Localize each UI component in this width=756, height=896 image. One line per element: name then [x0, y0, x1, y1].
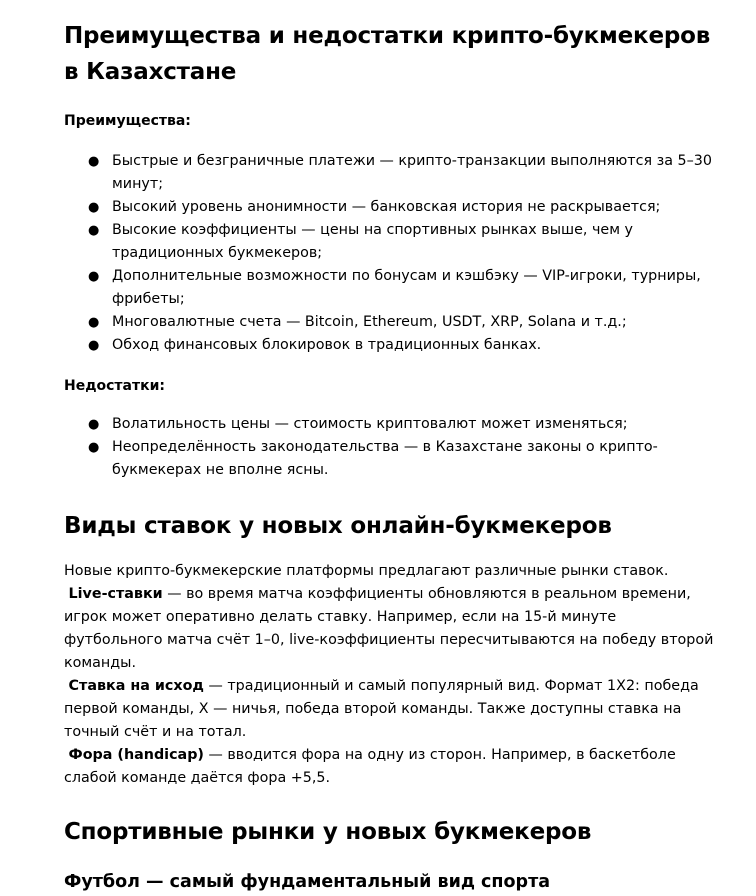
- bullet-icon: ●: [88, 200, 100, 215]
- list-item: ● Быстрые и безграничные платежи — крипто-транзакции выполняются за 5–30 минут;: [64, 150, 716, 196]
- list-item: ● Неопределённость законодательства — в Казахстане законы о крипто-букмекерах не вполне ясны.: [64, 436, 716, 482]
- bet-types-intro: Новые крипто-букмекерские платформы предлагают различные рынки ставок.: [64, 563, 669, 579]
- advantages-list: [64, 150, 716, 357]
- live-bets-term: Live-ставки: [68, 586, 163, 602]
- live-bets-text: — во время матча коэффициенты обновляются в реальном времени, игрок может оперативно делать ставку. Например, если на 15-й минуте футбольного матча счёт 1–0, live-коэффициенты пересчитываются на победу второй команды.: [64, 586, 714, 671]
- list-item: ● Многовалютные счета — Bitcoin, Ethereum, USDT, XRP, Solana и т.д.;: [64, 311, 716, 334]
- section-title-sports-markets: Спортивные рынки у новых букмекеров: [64, 819, 592, 845]
- outcome-bet-term: Ставка на исход: [68, 678, 204, 694]
- handicap-term: Фора (handicap): [68, 747, 204, 763]
- football-subtitle: Футбол — самый фундаментальный вид спорта: [64, 872, 551, 892]
- advantages-heading: Преимущества:: [64, 113, 191, 129]
- bullet-icon: ●: [88, 338, 100, 353]
- disadvantages-heading: Недостатки:: [64, 378, 166, 394]
- bullet-icon: ●: [88, 269, 100, 284]
- bullet-icon: ●: [88, 440, 100, 455]
- section-title-pros-cons: Преимущества и недостатки крипто-букмекеров в Казахстане: [64, 23, 711, 85]
- bet-types-paragraph: [64, 560, 716, 790]
- list-item: ● Дополнительные возможности по бонусам и кэшбэку — VIP-игроки, турниры, фрибеты;: [64, 265, 716, 311]
- bullet-icon: ●: [88, 223, 100, 238]
- outcome-bet-text: — традиционный и самый популярный вид. Формат 1X2: победа первой команды, X — ничья, победа второй команды. Также доступны ставка на точный счёт и на тотал.: [64, 678, 699, 740]
- list-item: ● Высокие коэффициенты — цены на спортивных рынках выше, чем у традиционных букмекеров;: [64, 219, 716, 265]
- section-title-bet-types: Виды ставок у новых онлайн-букмекеров: [64, 513, 612, 539]
- bullet-icon: ●: [88, 154, 100, 169]
- bullet-icon: ●: [88, 315, 100, 330]
- bullet-icon: ●: [88, 417, 100, 432]
- list-item: ● Волатильность цены — стоимость криптовалют может изменяться;: [64, 413, 716, 436]
- disadvantages-list: [64, 413, 716, 482]
- handicap-text: — вводится фора на одну из сторон. Например, в баскетболе слабой команде даётся фора +5,5.: [64, 747, 676, 786]
- list-item: ● Обход финансовых блокировок в традиционных банках.: [64, 334, 716, 357]
- list-item: ● Высокий уровень анонимности — банковская история не раскрывается;: [64, 196, 716, 219]
